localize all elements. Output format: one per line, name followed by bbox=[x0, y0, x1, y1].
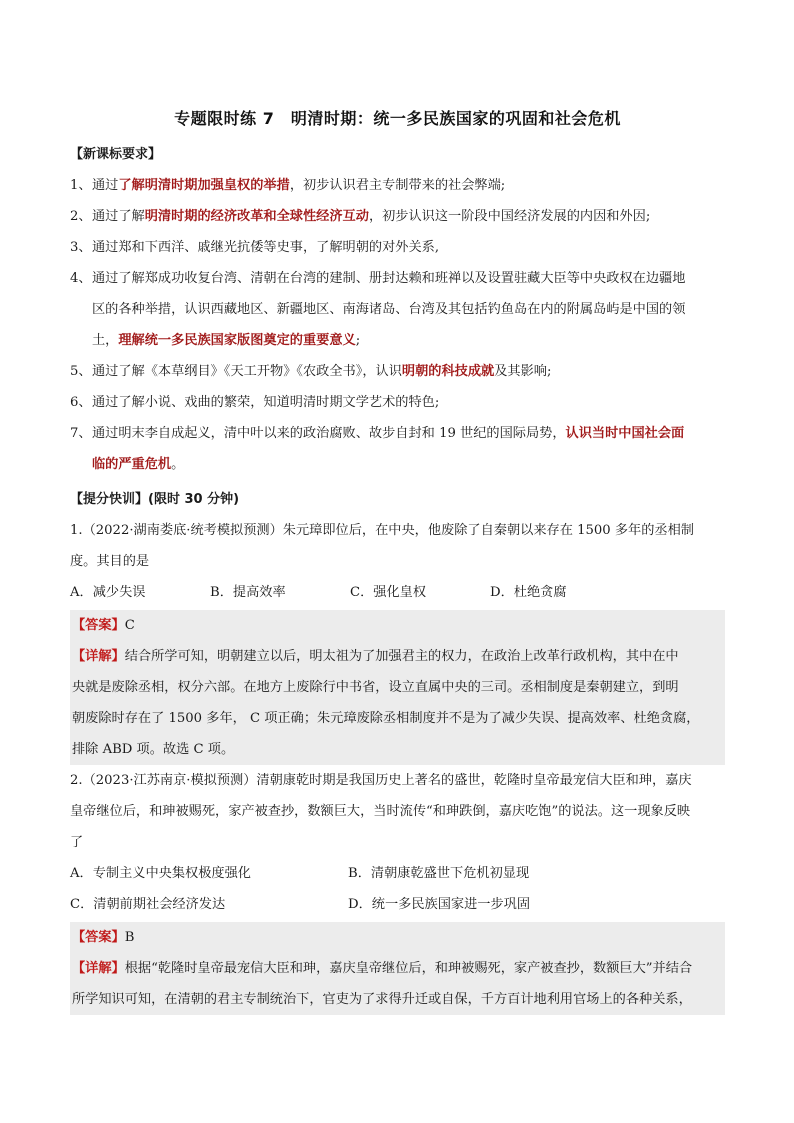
standard-number: 5、 bbox=[70, 364, 92, 379]
highlight-text: 认识当时中国社会面 bbox=[565, 426, 685, 441]
standard-text: 区的各种举措，认识西藏地区、新疆地区、南海诸岛、台湾及其包括钓鱼岛在内的附属岛屿是中国的领 bbox=[92, 302, 686, 317]
answer-tag: 【答案】 bbox=[72, 930, 125, 945]
detail-line: 排除 ABD 项。故选 C 项。 bbox=[72, 742, 235, 757]
option-d: D．杜绝贪腐 bbox=[490, 585, 567, 600]
question-1 bbox=[70, 515, 725, 765]
detail-line: 央就是废除丞相，权分六部。在地方上废除行中书省，设立直属中央的三司。丞相制度是秦朝建立，到明 bbox=[72, 680, 679, 695]
detail-line: 【详解】结合所学可知，明朝建立以后，明太祖为了加强君主的权力，在政治上改革行政机构，其中在中 bbox=[72, 649, 679, 664]
option-b: B．提高效率 bbox=[210, 585, 286, 600]
question-2-line-1: 2.（2023·江苏南京·模拟预测）清朝康乾时期是我国历史上著名的盛世，乾隆时皇帝最宠信大臣和珅，嘉庆 bbox=[70, 773, 692, 788]
standard-item-2 bbox=[70, 201, 725, 232]
detail-tag: 【详解】 bbox=[72, 649, 125, 664]
standard-item-7 bbox=[70, 418, 725, 449]
answer-box-1 bbox=[70, 610, 725, 765]
question-2-line-2: 皇帝继位后，和珅被赐死，家产被查抄，数额巨大，当时流传“和珅跌倒，嘉庆吃饱”的说法。这一现象反映 bbox=[70, 804, 691, 819]
option-d: D．统一多民族国家进一步巩固 bbox=[348, 897, 531, 912]
highlight-text: 理解统一多民族国家版图奠定的重要意义 bbox=[118, 333, 356, 348]
standard-number: 1、 bbox=[70, 178, 92, 193]
question-2-line-3: 了 bbox=[70, 835, 84, 850]
standard-text: ，初步认识君主专制带来的社会弊端; bbox=[289, 178, 506, 193]
detail-line: 【详解】根据“乾隆时皇帝最宠信大臣和珅，嘉庆皇帝继位后，和珅被赐死，家产被查抄，数额巨大”并结合 bbox=[72, 961, 693, 976]
answer-line-1 bbox=[72, 610, 723, 641]
standard-text: ，初步认识这一阶段中国经济发展的内因和外因; bbox=[368, 209, 651, 224]
standards-list bbox=[70, 170, 725, 480]
standard-item-6 bbox=[70, 387, 725, 418]
answer-value: B bbox=[124, 930, 135, 945]
answer-line-2 bbox=[72, 922, 723, 953]
detail-line: 所学知识可知，在清朝的君主专制统治下，官吏为了求得升迁或自保，千方百计地利用官场上的各种关系， bbox=[72, 992, 692, 1007]
highlight-text: 明清时期的经济改革和全球性经济互动 bbox=[144, 209, 369, 224]
option-a: A．专制主义中央集权极度强化 bbox=[70, 866, 251, 881]
option-c: C．清朝前期社会经济发达 bbox=[70, 897, 226, 912]
detail-line: 朝废除时存在了 1500 多年， C 项正确；朱元璋废除丞相制度并不是为了减少失误、提高效率、杜绝贪腐， bbox=[72, 711, 700, 726]
standard-text: 通过了解 bbox=[92, 209, 145, 224]
standard-number: 3、 bbox=[70, 240, 92, 255]
standard-item-4 bbox=[70, 263, 725, 294]
page-title: 专题限时练 7 明清时期：统一多民族国家的巩固和社会危机 bbox=[174, 109, 621, 128]
drill-heading: 【提分快训】(限时 30 分钟) bbox=[70, 492, 240, 507]
standard-item-1 bbox=[70, 170, 725, 201]
option-b: B．清朝康乾盛世下危机初显现 bbox=[348, 866, 530, 881]
highlight-text: 了解明清时期加强皇权的举措 bbox=[118, 178, 290, 193]
standard-text: 通过郑和下西洋、戚继光抗倭等史事，了解明朝的对外关系, bbox=[92, 240, 440, 255]
standard-item-4-cont bbox=[70, 325, 725, 356]
standard-text: 及其影响; bbox=[494, 364, 552, 379]
standard-text: 土， bbox=[92, 333, 119, 348]
standard-text: ; bbox=[355, 333, 361, 348]
question-1-line-2: 度。其目的是 bbox=[70, 554, 150, 569]
option-a: A．减少失误 bbox=[70, 585, 146, 600]
question-1-line-1: 1.（2022·湖南娄底·统考模拟预测）朱元璋即位后，在中央，他废除了自秦朝以来存在 1500 多年的丞相制 bbox=[70, 523, 694, 538]
standard-number: 6、 bbox=[70, 395, 92, 410]
question-2 bbox=[70, 765, 725, 1015]
detail-tag: 【详解】 bbox=[72, 961, 125, 976]
answer-value: C bbox=[124, 618, 135, 633]
highlight-text: 临的严重危机 bbox=[92, 457, 172, 472]
standard-text: 通过了解小说、戏曲的繁荣，知道明清时期文学艺术的特色; bbox=[92, 395, 440, 410]
option-c: C．强化皇权 bbox=[350, 585, 427, 600]
standard-number: 4、 bbox=[70, 271, 92, 286]
standard-number: 2、 bbox=[70, 209, 92, 224]
standards-heading: 【新课标要求】 bbox=[70, 147, 162, 162]
standard-number: 7、 bbox=[70, 426, 92, 441]
standard-text: 通过明末李自成起义，清中叶以来的政治腐败、故步自封和 19 世纪的国际局势， bbox=[92, 426, 566, 441]
question-1-options bbox=[70, 577, 725, 608]
standard-item-4-cont bbox=[70, 294, 725, 325]
answer-box-2 bbox=[70, 922, 725, 1015]
question-2-options-row-2 bbox=[70, 889, 725, 920]
standard-text: 通过了解《本草纲目》《天工开物》《农政全书》，认识 bbox=[92, 364, 402, 379]
answer-tag: 【答案】 bbox=[72, 618, 125, 633]
document-page bbox=[70, 98, 725, 1015]
question-2-options-row-1 bbox=[70, 858, 725, 889]
standard-item-7-cont bbox=[70, 449, 725, 480]
standard-item-5 bbox=[70, 356, 725, 387]
standard-text: 。 bbox=[171, 457, 185, 472]
highlight-text: 明朝的科技成就 bbox=[401, 364, 495, 379]
standard-text: 通过了解郑成功收复台湾、清朝在台湾的建制、册封达赖和班禅以及设置驻藏大臣等中央政权在边疆地 bbox=[92, 271, 686, 286]
standard-item-3 bbox=[70, 232, 725, 263]
standard-text: 通过 bbox=[92, 178, 119, 193]
